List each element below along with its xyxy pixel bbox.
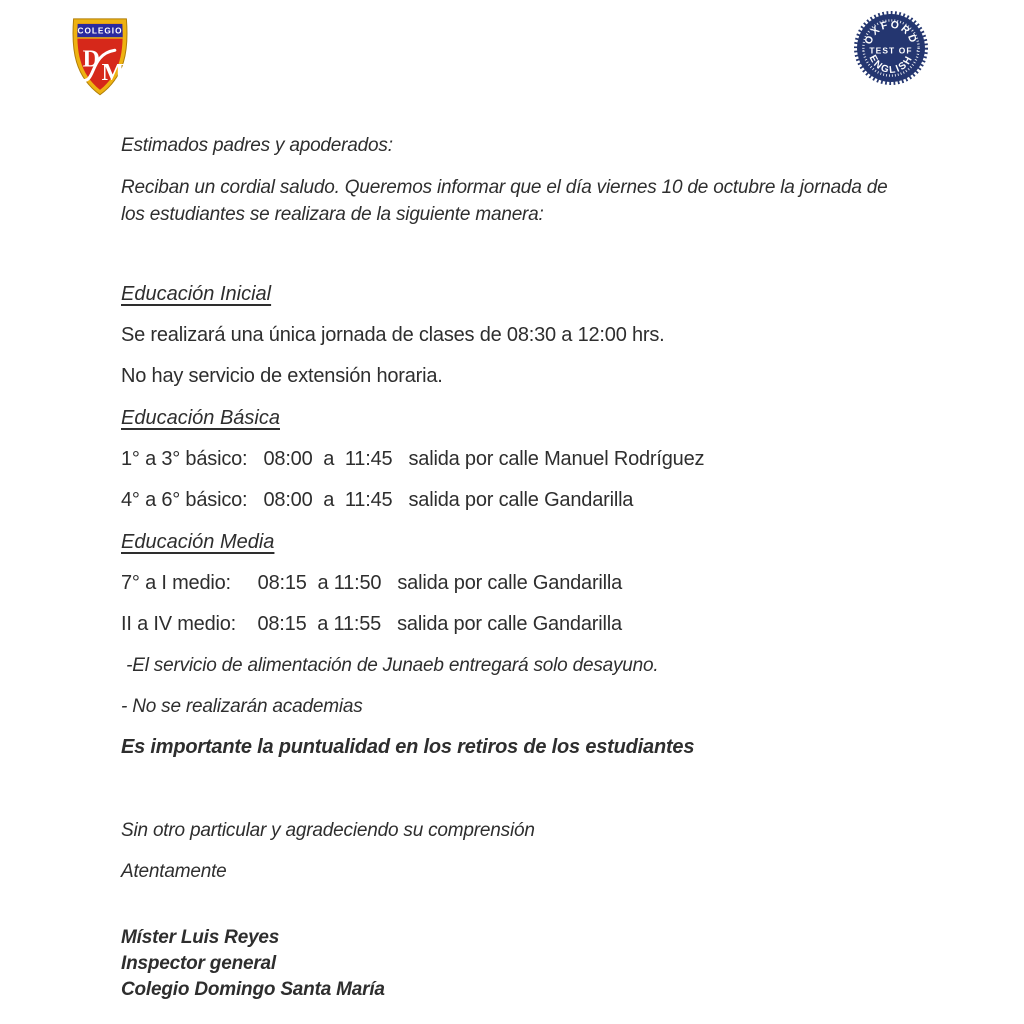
farewell-line: Atentamente: [121, 861, 227, 882]
signature-name: Míster Luis Reyes: [121, 927, 280, 948]
note-line: - No se realizarán academias: [121, 696, 363, 717]
info-line: Se realizará una única jornada de clases de 08:30 a 12:00 hrs.: [121, 324, 665, 346]
oxford-test-of-english-seal-logo: [851, 6, 931, 90]
letter-body: [121, 134, 913, 1003]
section-educacion-media: [121, 530, 913, 636]
schedule-line: 7° a I medio: 08:15 a 11:50 salida por calle Gandarilla: [121, 572, 623, 594]
section-educacion-inicial: [121, 282, 913, 388]
crest-banner-text: COLEGIO: [77, 26, 123, 36]
seal-text-middle: · TEST OF ·: [862, 45, 920, 56]
info-line: No hay servicio de extensión horaria.: [121, 365, 443, 387]
signature-block: [121, 925, 913, 1003]
crest-initial-m: M: [101, 59, 125, 86]
crest-initial-d: D: [82, 46, 100, 73]
seal-text-bottom: ENGLISH: [866, 53, 916, 77]
intro-paragraph: Reciban un cordial saludo. Queremos informar que el día viernes 10 de octubre la jornada de los estudiantes se realizara de la siguiente manera:: [121, 177, 888, 225]
schedule-line: 1° a 3° básico: 08:00 a 11:45 salida por calle Manuel Rodríguez: [121, 448, 705, 470]
crest-banner-pinstripe: [75, 37, 125, 38]
emphasis-line: Es importante la puntualidad en los retiros de los estudiantes: [121, 736, 695, 758]
signature-role: Inspector general: [121, 953, 276, 974]
section-heading: Educación Media: [121, 531, 275, 553]
closing-line: Sin otro particular y agradeciendo su comprensión: [121, 820, 535, 841]
schedule-line: 4° a 6° básico: 08:00 a 11:45 salida por calle Gandarilla: [121, 489, 634, 511]
section-educacion-basica: [121, 406, 913, 512]
section-heading: Educación Inicial: [121, 283, 272, 305]
schedule-line: II a IV medio: 08:15 a 11:55 salida por calle Gandarilla: [121, 613, 622, 635]
seal-text-top: OXFORD: [863, 19, 919, 47]
note-line: -El servicio de alimentación de Junaeb entregará solo desayuno.: [121, 655, 659, 676]
letterhead: [0, 0, 1024, 128]
signature-school: Colegio Domingo Santa María: [121, 979, 385, 1000]
colegio-dsm-crest-logo: [67, 12, 133, 100]
section-heading: Educación Básica: [121, 407, 280, 429]
salutation: Estimados padres y apoderados:: [121, 135, 393, 156]
